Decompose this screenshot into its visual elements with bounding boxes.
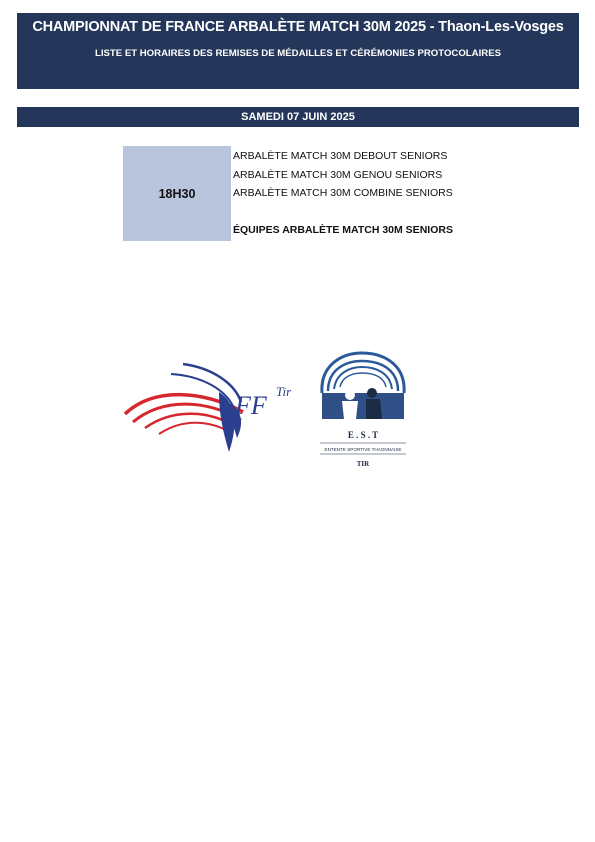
fftir-ff-text: FF — [235, 391, 267, 420]
session-time: 18H30 — [123, 146, 231, 241]
est-archers-logo — [312, 335, 414, 473]
fftir-rooster-logo — [123, 362, 308, 454]
event-item: ARBALÈTE MATCH 30M GENOU SENIORS — [233, 168, 443, 181]
day-banner: SAMEDI 07 JUIN 2025 — [17, 107, 579, 127]
team-event: ÉQUIPES ARBALÈTE MATCH 30M SENIORS — [233, 224, 453, 236]
fftir-tir-text: Tir — [276, 384, 292, 399]
est-tir: TIR — [356, 460, 370, 468]
page-header — [17, 13, 579, 89]
event-item: ARBALÈTE MATCH 30M DEBOUT SENIORS — [233, 150, 448, 162]
page-title: CHAMPIONNAT DE FRANCE ARBALÈTE MATCH 30M 2025 - Thaon-Les-Vosges — [32, 19, 564, 35]
page-subtitle: LISTE ET HORAIRES DES REMISES DE MÉDAILLES ET CÉRÉMONIES PROTOCOLAIRES — [94, 48, 501, 59]
est-name: ENTENTE SPORTIVE THAONNAISE — [324, 447, 402, 452]
est-initials: E . S . T — [347, 430, 379, 440]
event-item: ARBALÈTE MATCH 30M COMBINE SENIORS — [233, 187, 453, 199]
event-list — [233, 147, 453, 203]
